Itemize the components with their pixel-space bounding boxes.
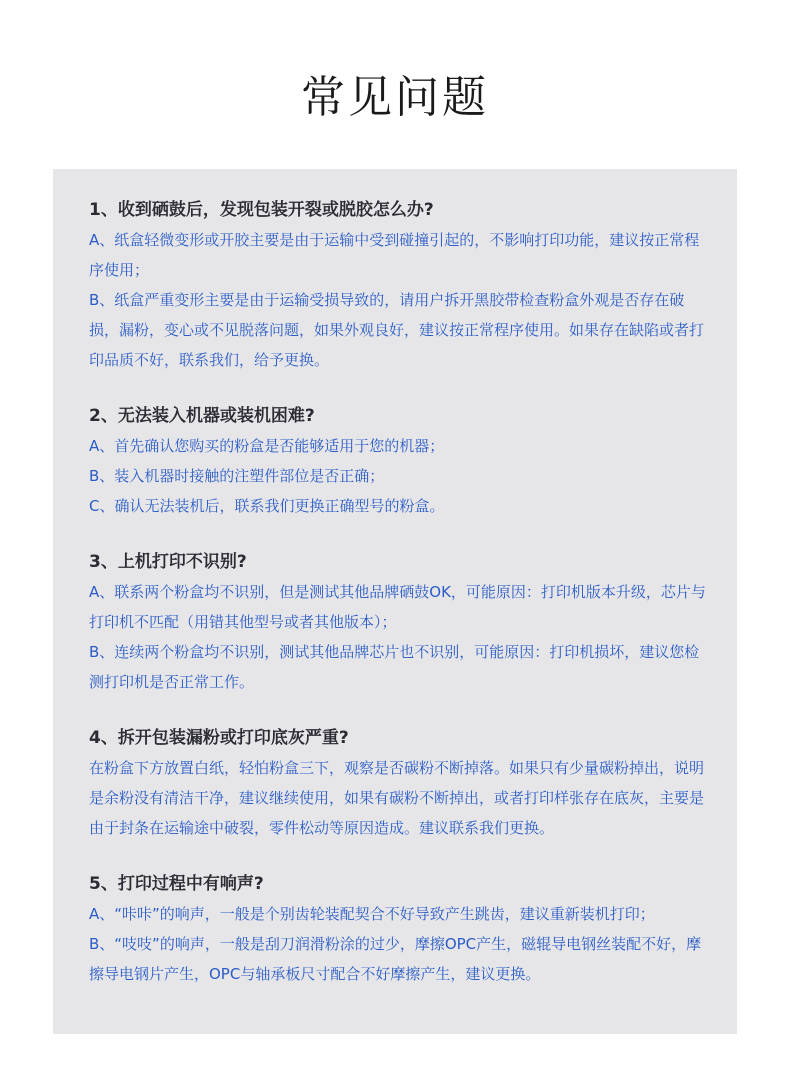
faq-item-5 — [89, 869, 707, 989]
page-title: 常见问题 — [301, 72, 489, 123]
faq-answer: A、首先确认您购买的粉盒是否能够适用于您的机器； — [89, 437, 445, 455]
faq-answer: B、“吱吱”的响声，一般是刮刀润滑粉涂的过少，摩擦OPC产生，磁辊导电钢丝装配不好，摩擦导电钢片产生，OPC与轴承板尺寸配合不好摩擦产生，建议更换。 — [89, 935, 702, 983]
faq-answer: 在粉盒下方放置白纸，轻怕粉盒三下，观察是否碳粉不断掉落。如果只有少量碳粉掉出，说明是余粉没有清洁干净，建议继续使用，如果有碳粉不断掉出，或者打印样张存在底灰，主要是由于封条在运输途中破裂，零件松动等原因造成。建议联系我们更换。 — [89, 759, 705, 837]
faq-question: 3、上机打印不识别? — [89, 552, 247, 572]
faq-question: 4、拆开包装漏粉或打印底灰严重? — [89, 728, 349, 748]
faq-answer: B、装入机器时接触的注塑件部位是否正确； — [89, 467, 385, 485]
faq-item-2 — [89, 401, 707, 521]
faq-list — [89, 195, 707, 1015]
faq-item-3 — [89, 547, 707, 697]
faq-item-1 — [89, 195, 707, 375]
faq-answer: B、连续两个粉盒均不识别，测试其他品牌芯片也不识别，可能原因：打印机损坏，建议您检测打印机是否正常工作。 — [89, 643, 700, 691]
faq-answer: A、联系两个粉盒均不识别，但是测试其他品牌硒鼓OK，可能原因：打印机版本升级，芯片与打印机不匹配（用错其他型号或者其他版本）； — [89, 583, 706, 631]
faq-question: 2、无法装入机器或装机困难? — [89, 406, 315, 426]
faq-question: 1、收到硒鼓后，发现包装开裂或脱胶怎么办? — [89, 200, 434, 220]
faq-answer: A、“咔咔”的响声，一般是个别齿轮装配契合不好导致产生跳齿，建议重新装机打印； — [89, 905, 655, 923]
faq-question: 5、打印过程中有响声? — [89, 874, 264, 894]
faq-answer: A、纸盒轻微变形或开胶主要是由于运输中受到碰撞引起的，不影响打印功能，建议按正常程序使用； — [89, 231, 700, 279]
faq-answer: C、确认无法装机后，联系我们更换正确型号的粉盒。 — [89, 497, 445, 515]
faq-item-4 — [89, 723, 707, 843]
faq-answer: B、纸盒严重变形主要是由于运输受损导致的，请用户拆开黑胶带检查粉盒外观是否存在破损，漏粉，变心或不见脱落问题，如果外观良好，建议按正常程序使用。如果存在缺陷或者打印品质不好，联系我们，给予更换。 — [89, 291, 705, 369]
faq-panel — [53, 169, 737, 1034]
